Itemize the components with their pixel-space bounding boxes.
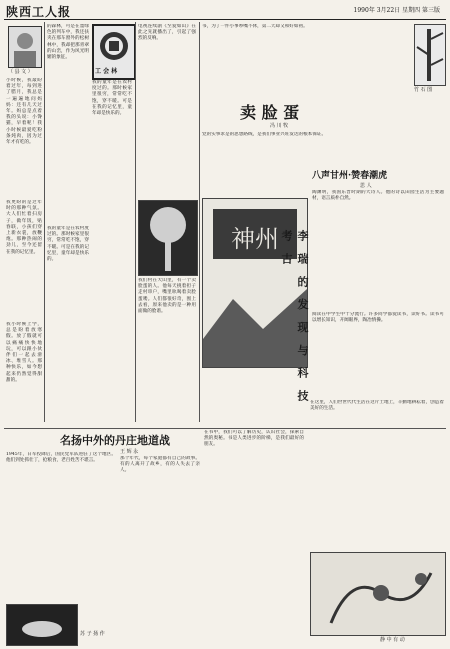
bottom-left-caption: 苏 子 扬 作 (80, 631, 105, 637)
logo-label: 工 会 林 (95, 68, 118, 75)
bottom-right: 在这里，人们世世代代生活在这片土地上，辛勤地耕耘着，创造着美好的生活。 (310, 400, 444, 412)
vrule-1 (44, 22, 45, 422)
portrait-photo (8, 26, 42, 68)
col3-mid: 我们村在大山里，有一个卖脸蛋的人。他每天挑着担子走村串户，嘴里吆喝着卖脸蛋喽。人们都很好奇，围上去看，原来他卖的是一种用面做的脸谱。 (138, 278, 196, 315)
bottom-midright: 在书中，我们可以了解历史，认识社会，探索自然的奥秘。书是人类进步的阶梯，是我们最好的朋友。 (204, 430, 304, 448)
col4-low: 陶渊明，我国东晋时期的大诗人。他的诗以田园生活为主要题材，语言质朴自然。 (312, 190, 444, 202)
col2-mid: 我的童年是在农村度过的。那时候家里很穷，常常吃不饱，穿不暖。可是在我的记忆里，童年却是快乐的。 (47, 226, 89, 263)
bottom-left: 1945年，日军投降后，国民党军队进驻了这个地区。他们到处抓壮丁，抢粮食，老百姓苦不堪言。 (6, 452, 116, 464)
headline-mask: 卖 脸 蛋 (240, 103, 300, 122)
col1-mid: 我更盼的是过年时的那种气氛。大人们忙着扫房子，做年饭，贴春联，小孩们穿上新衣裳，放鞭炮。那种热闹的劲儿，至今还留在我的记忆里。 (6, 200, 42, 255)
col1-low: 我小时候上学，总是盼着放寒假。放了假就可以痛痛快快地玩，可以跟小伙伴们一起去滑冰、堆雪人。那种快乐，如今想起来仍然觉得甜甜的。 (6, 322, 42, 383)
byline-tribe: 思 人 (360, 183, 372, 189)
bamboo-icon (415, 25, 445, 85)
vrule-3 (199, 22, 200, 422)
bottom-left-art (6, 604, 78, 646)
tree-icon (139, 201, 197, 275)
bird-icon (7, 605, 77, 645)
portrait-icon (9, 27, 41, 67)
bamboo-art (414, 24, 446, 86)
headline-trail: 名扬中外的丹庄地道战 (60, 434, 170, 447)
bottom-mid: 那个年代，每个家庭都有自己的故事。有的人离开了故乡，有的人失去了亲人。 (120, 456, 200, 474)
vertical-headline: 李 瑞 的 发 现 与 科 技 考 古 (280, 230, 309, 405)
headline-tribe: 八声甘州·赞春潮虎 (312, 171, 388, 181)
bottom-right-caption: 静 中 有 动 (380, 637, 405, 643)
col4-mid: 党的实事求是的思想路线，是我们事业兴旺发达的根本保证。 (202, 132, 327, 137)
col4-top: 书，为了一件小事吵嘴不休，第二天却又和好如初。 (202, 24, 308, 29)
masthead: 陕西工人报 (6, 5, 72, 19)
col5-mid: 阅读在中学生中十分流行。许多同学都爱读书，读好书。读书可以增长知识，开阔眼界，陶冶情操。 (312, 312, 444, 324)
vrule-2 (135, 22, 136, 422)
byline-trail: 王 辉 永 (120, 449, 139, 455)
byline-mask: 冯 川 牧 (270, 123, 289, 129)
col2b-top: 我的童年是在农村度过的。那时候家里很穷，常常吃不饱，穿不暖。可是在我的记忆里，童年却是快乐的。 (92, 80, 132, 117)
dateline: 1990年 3月22日 星期四 第三版 (353, 7, 440, 14)
col1-top: 小时候，我最盼着过年，每到进了腊月，我总是一遍遍地问妈妈：还有几天过年。妈总是点着我的头说：小馋猫，早着呢！我小时候最爱吃粉条炖肉，因为过年才有吃的。 (6, 78, 42, 146)
svg-text:神州: 神州 (231, 225, 279, 253)
col3-top: 电视连续剧《至爱如山》在此之先就播出了，引起了强烈的反响。 (138, 24, 196, 42)
bamboo-caption: 竹 石 图 (414, 87, 433, 93)
portrait-caption: （ 县 文 ） (8, 69, 33, 75)
header-rule (4, 19, 446, 20)
bottom-right-art (310, 552, 446, 636)
flower-icon (311, 553, 445, 635)
col2-top: 的森林，可是在墨绿色的列车中，我还扶夹在那车窗外的松树林中，我却把那青翠的山峦，作为风光明媚的象征。 (47, 24, 89, 61)
tree-illustration (138, 200, 198, 276)
